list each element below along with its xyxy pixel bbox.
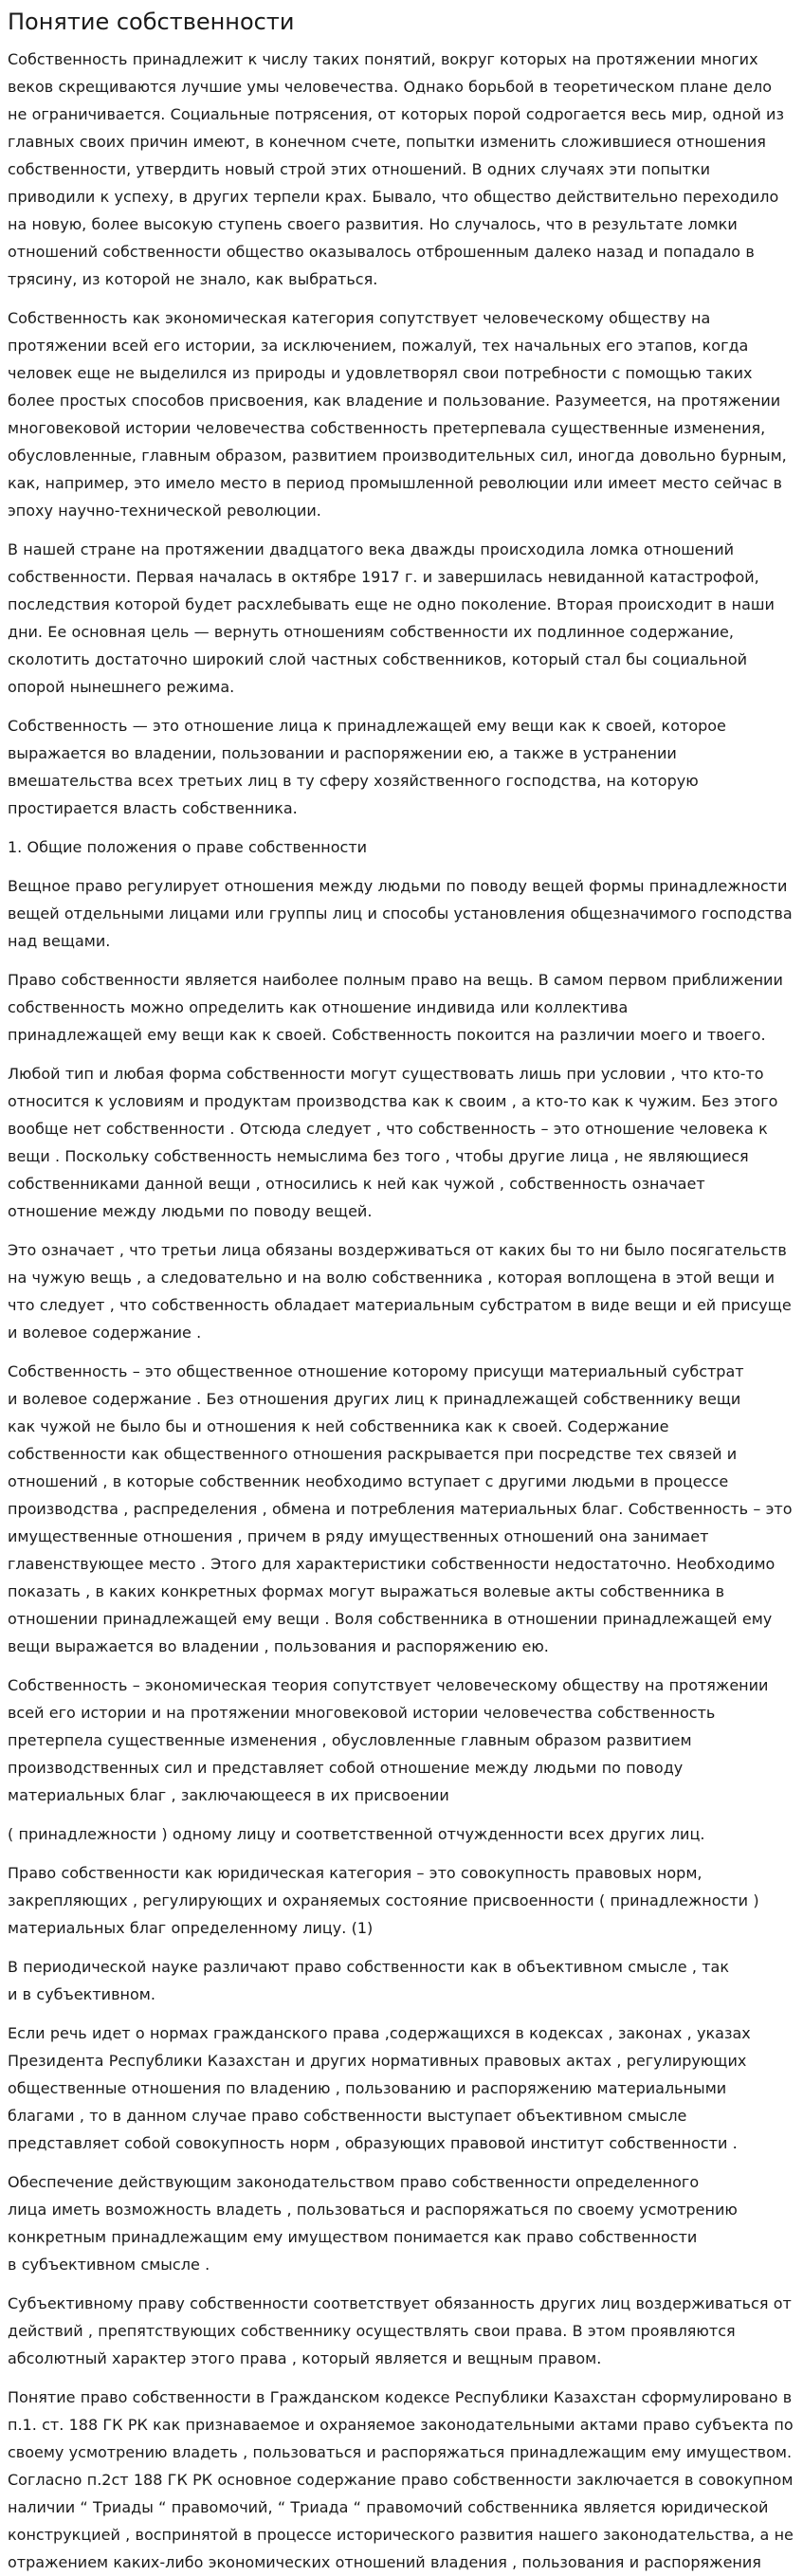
- paragraph: [8, 1358, 796, 1660]
- paragraph-line: на чужую вещь , а следовательно и на волю собственника , которая воплощена в этой вещи и: [8, 1269, 775, 1287]
- paragraph-line: отношений собственности общество оказывалось отброшенным далеко назад и попадало в: [8, 243, 755, 261]
- page-title: Понятие собственности: [8, 9, 295, 35]
- paragraph-line: материальных благ , заключающееся в их присвоении: [8, 1786, 449, 1804]
- paragraph-line: собственность можно определить как отношение индивида или коллектива: [8, 998, 629, 1016]
- paragraph-line: в субъективном смысле .: [8, 2256, 210, 2274]
- paragraph: [8, 2384, 796, 2576]
- paragraph-line: трясину, из которой не знало, как выбраться.: [8, 270, 378, 288]
- paragraph: [8, 1953, 796, 2008]
- paragraph-line: веков скрещиваются лучшие умы человечества. Однако борьбой в теоретическом плане дело: [8, 78, 773, 96]
- paragraph: [8, 1060, 796, 1225]
- paragraph-line: Право собственности является наиболее полным право на вещь. В самом первом приближении: [8, 971, 783, 989]
- paragraph: [8, 1859, 796, 1942]
- paragraph-line: над вещами.: [8, 932, 111, 950]
- paragraph-line: закрепляющих , регулирующих и охраняемых состояние присвоенности ( принадлежности ): [8, 1891, 759, 1909]
- paragraph: [8, 1236, 796, 1346]
- paragraph-line: собственности, утвердить новый строй этих отношений. В одних случаях эти попытки: [8, 160, 710, 178]
- paragraph-line: обусловленные, главным образом, развитием производительных сил, иногда довольно бурным,: [8, 447, 787, 465]
- paragraph-line: относится к условиям и продуктам производства как к своим , а кто-то как к чужим. Без этого: [8, 1092, 778, 1110]
- paragraph-line: как чужой не было бы и отношения к ней собственника как к своей. Содержание: [8, 1417, 669, 1435]
- article: [0, 8, 803, 2576]
- paragraph: [8, 2019, 796, 2157]
- paragraph-line: 1. Общие положения о праве собственности: [8, 838, 368, 856]
- paragraph: [8, 46, 796, 293]
- paragraph-line: вещи выражается во владении , пользования и распоряжению ею.: [8, 1637, 549, 1655]
- paragraph-line: В нашей стране на протяжении двадцатого века дважды происходила ломка отношений: [8, 540, 735, 558]
- paragraph-line: лица иметь возможность владеть , пользоваться и распоряжаться по своему усмотрению: [8, 2201, 738, 2219]
- paragraph-line: Обеспечение действующим законодательством право собственности определенного: [8, 2173, 700, 2191]
- paragraph-line: всей его истории и на протяжении многовековой истории человечества собственность: [8, 1704, 716, 1722]
- paragraph-line: на новую, более высокую ступень своего развития. Но случалось, что в результате ломки: [8, 215, 738, 233]
- paragraph-line: Если речь идет о нормах гражданского права ,содержащихся в кодексах , законах , указах: [8, 2024, 751, 2042]
- paragraph-line: показать , в каких конкретных формах могут выражаться волевые акты собственника в: [8, 1582, 725, 1600]
- paragraph-line: собственности как общественного отношения раскрывается при посредстве тех связей и: [8, 1445, 738, 1463]
- paragraph-line: имущественные отношения , причем в ряду имущественных отношений она занимает: [8, 1527, 709, 1545]
- paragraph-line: Президента Республики Казахстан и других нормативных правовых актах , регулирующих: [8, 2052, 747, 2070]
- paragraph-line: главенствующее место . Этого для характеристики собственности недостаточно. Необходимо: [8, 1555, 776, 1573]
- paragraph-line: выражается во владении, пользовании и распоряжении ею, а также в устранении: [8, 744, 677, 762]
- paragraph-line: производственных сил и представляет собой отношение между людьми по поводу: [8, 1759, 684, 1777]
- paragraph-line: наличии “ Триады “ правомочий, “ Триада “ правомочий собственника является юридической: [8, 2498, 769, 2516]
- paragraph-line: В периодической науке различают право собственности как в объективном смысле , так: [8, 1958, 730, 1976]
- paragraph-line: отношений , в которые собственник необходимо вступает с другими людьми в процессе: [8, 1472, 729, 1490]
- paragraph-line: производства , распределения , обмена и потребления материальных благ. Собственность – это: [8, 1500, 793, 1518]
- paragraph-line: дни. Ее основная цель — вернуть отношениям собственности их подлинное содержание,: [8, 623, 734, 641]
- paragraph-line: приводили к успеху, в других терпели крах. Бывало, что общество действительно переходило: [8, 188, 779, 206]
- paragraph-line: собственности. Первая началась в октябре 1917 г. и завершилась невиданной катастрофой,: [8, 568, 759, 586]
- paragraph-line: как, например, это имело место в период промышленной революции или имеет место сейчас в: [8, 474, 782, 492]
- paragraph-line: вещей отдельными лицами или группы лиц и способы установления общезначимого господства: [8, 904, 793, 923]
- paragraph-line: протяжении всей его истории, за исключением, пожалуй, тех начальных его этапов, когда: [8, 337, 749, 355]
- paragraph-line: отражением каких-либо экономических отношений владения , пользования и распоряжения: [8, 2553, 761, 2571]
- paragraph-line: Собственность как экономическая категория сопутствует человеческому обществу на: [8, 309, 711, 327]
- paragraph-line: материальных благ определенному лицу. (1): [8, 1919, 374, 1937]
- paragraph-line: Субъективному праву собственности соответствует обязанность других лиц воздерживаться от: [8, 2294, 792, 2312]
- paragraph-line: вообще нет собственности . Отсюда следует , что собственность – это отношение человека к: [8, 1120, 768, 1138]
- paragraph-line: последствия которой будет расхлебывать еще не одно поколение. Вторая происходит в наши: [8, 595, 775, 613]
- paragraph-line: Собственность – экономическая теория сопутствует человеческому обществу на протяжении: [8, 1676, 769, 1694]
- paragraph-line: претерпела существенные изменения , обусловленные главным образом развитием: [8, 1731, 692, 1749]
- paragraph: [8, 1820, 796, 1848]
- paragraph-line: и в субъективном.: [8, 1985, 155, 2003]
- paragraph: [8, 536, 796, 701]
- paragraph-line: Понятие право собственности в Гражданском кодексе Республики Казахстан сформулировано в: [8, 2388, 793, 2406]
- paragraph: [8, 966, 796, 1049]
- paragraph-line: Любой тип и любая форма собственности могут существовать лишь при условии , что кто-то: [8, 1065, 764, 1083]
- paragraph-line: и волевое содержание .: [8, 1324, 202, 1342]
- paragraph: [8, 2290, 796, 2372]
- paragraph-line: собственниками данной вещи , относились к ней как чужой , собственность означает: [8, 1175, 705, 1193]
- paragraph-line: Это означает , что третьи лица обязаны воздерживаться от каких бы то ни было посягательств: [8, 1241, 787, 1259]
- paragraph-line: конкретным принадлежащим ему имуществом понимается как право собственности: [8, 2228, 698, 2246]
- paragraph-line: Право собственности как юридическая категория – это совокупность правовых норм,: [8, 1864, 703, 1882]
- paragraph-line: вещи . Поскольку собственность немыслима без того , чтобы другие лица , не являющиеся: [8, 1147, 749, 1165]
- paragraph-line: более простых способов присвоения, как владение и пользование. Разумеется, на протяжении: [8, 392, 781, 410]
- paragraph-line: и волевое содержание . Без отношения других лиц к принадлежащей собственнику вещи: [8, 1390, 741, 1408]
- paragraph-line: благами , то в данном случае право собственности выступает объективном смысле: [8, 2107, 687, 2125]
- paragraph-line: что следует , что собственность обладает материальным субстратом в виде вещи и ей присуще: [8, 1296, 792, 1314]
- paragraph-line: эпоху научно-технической революции.: [8, 502, 321, 520]
- paragraph: [8, 304, 796, 524]
- paragraph-line: ( принадлежности ) одному лицу и соответственной отчужденности всех других лиц.: [8, 1825, 705, 1843]
- paragraph-line: человек еще не выделился из природы и удовлетворял свои потребности с помощью таких: [8, 364, 753, 382]
- paragraph: [8, 2168, 796, 2278]
- paragraph-line: отношении принадлежащей ему вещи . Воля собственника в отношении принадлежащей ему: [8, 1610, 773, 1628]
- paragraph-line: принадлежащей ему вещи как к своей. Собственность покоится на различии моего и твоего.: [8, 1026, 766, 1044]
- paragraph: [8, 872, 796, 955]
- paragraph-line: сколотить достаточно широкий слой частных собственников, который стал бы социальной: [8, 650, 748, 668]
- paragraph-line: общественные отношения по владению , пользованию и распоряжению материальными: [8, 2079, 727, 2097]
- article-body: [8, 46, 796, 2576]
- paragraph-line: Собственность — это отношение лица к принадлежащей ему вещи как к своей, которое: [8, 717, 726, 735]
- paragraph-line: конструкцией , воспринятой в процессе исторического развития нашего законодательства, а не: [8, 2526, 794, 2544]
- paragraph-line: своему усмотрению владеть , пользоваться и распоряжаться принадлежащим ему имуществом.: [8, 2443, 793, 2461]
- paragraph-line: Вещное право регулирует отношения между людьми по поводу вещей формы принадлежности: [8, 877, 788, 895]
- paragraph-line: не ограничивается. Социальные потрясения, от которых порой содрогается весь мир, одной из: [8, 105, 784, 123]
- paragraph-line: Собственность – это общественное отношение которому присущи материальный субстрат: [8, 1362, 744, 1380]
- paragraph-line: Согласно п.2ст 188 ГК РК основное содержание право собственности заключается в совокупном: [8, 2471, 794, 2489]
- paragraph-line: отношение между людьми по поводу вещей.: [8, 1202, 373, 1220]
- paragraph-line: Собственность принадлежит к числу таких понятий, вокруг которых на протяжении многих: [8, 50, 758, 68]
- paragraph-line: вмешательства всех третьих лиц в ту сферу хозяйственного господства, на которую: [8, 772, 699, 790]
- paragraph-line: простирается власть собственника.: [8, 799, 298, 817]
- paragraph-line: п.1. ст. 188 ГК РК как признаваемое и охраняемое законодательными актами право субъекта по: [8, 2416, 794, 2434]
- paragraph: [8, 833, 796, 861]
- paragraph-line: многовековой истории человечества собственность претерпевала существенные изменения,: [8, 419, 766, 437]
- paragraph: [8, 712, 796, 822]
- paragraph-line: действий , препятствующих собственнику осуществлять свои права. В этом проявляются: [8, 2322, 736, 2340]
- paragraph-line: опорой нынешнего режима.: [8, 678, 235, 696]
- paragraph-line: абсолютный характер этого права , который является и вещным правом.: [8, 2349, 602, 2367]
- paragraph-line: представляет собой совокупность норм , образующих правовой институт собственности .: [8, 2134, 738, 2152]
- paragraph-line: главных своих причин имеют, в конечном счете, попытки изменить сложившиеся отношения: [8, 133, 766, 151]
- paragraph: [8, 1672, 796, 1809]
